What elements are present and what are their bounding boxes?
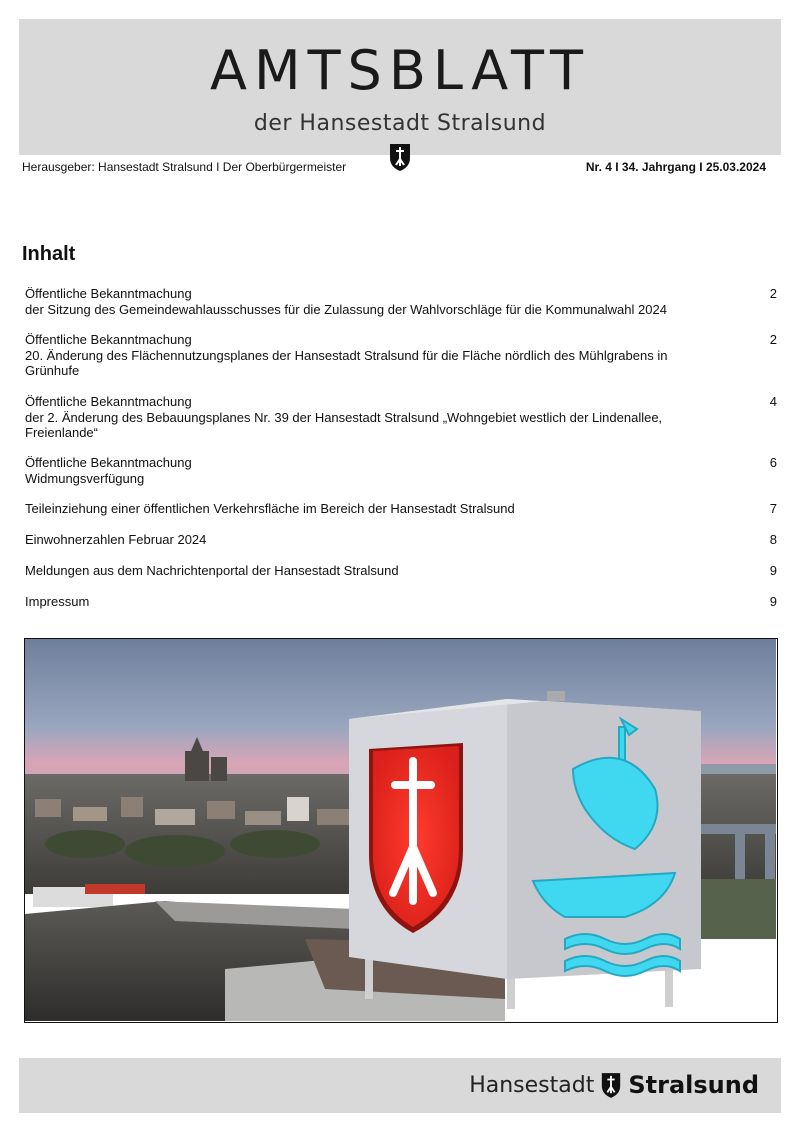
toc-entry-page: 2	[769, 286, 777, 301]
footer-brand	[469, 1070, 759, 1100]
city-shield-icon	[388, 142, 412, 172]
toc-entry-title: der 2. Änderung des Bebauungsplanes Nr. 39 der Hansestadt Stralsund „Wohngebiet westlich der Lindenallee, Freienlande“	[25, 409, 663, 440]
toc-entry-page: 2	[769, 332, 777, 347]
toc-entry-page: 4	[769, 394, 777, 409]
toc-entry[interactable]	[25, 594, 777, 610]
toc-entry-page: 7	[769, 501, 777, 516]
toc-entry-type: Öffentliche Bekanntmachung	[25, 455, 192, 470]
masthead-title: AMTSBLATT	[210, 39, 590, 102]
masthead	[19, 19, 781, 155]
masthead-subtitle: der Hansestadt Stralsund	[253, 111, 547, 136]
toc-entry-type: Öffentliche Bekanntmachung	[25, 332, 192, 347]
toc-entry[interactable]	[25, 455, 777, 486]
toc-entry[interactable]	[25, 532, 777, 548]
toc-entry[interactable]	[25, 332, 777, 379]
toc-heading: Inhalt	[22, 243, 76, 265]
toc-entry[interactable]	[25, 501, 777, 517]
toc-entry-title: 20. Änderung des Flächennutzungsplanes der Hansestadt Stralsund für die Fläche nördlich des Mühlgrabens in Grünhufe	[25, 347, 668, 378]
footer-brand-bold: Stralsund	[628, 1071, 759, 1099]
toc-entry-title: Teileinziehung einer öffentlichen Verkehrsfläche im Bereich der Hansestadt Stralsund	[25, 501, 515, 516]
issue-line: Nr. 4 I 34. Jahrgang I 25.03.2024	[585, 160, 766, 174]
toc-entry-title: Widmungsverfügung	[25, 470, 145, 486]
footer-band	[19, 1058, 781, 1113]
toc-entry-type: Öffentliche Bekanntmachung	[25, 286, 192, 301]
toc-entry[interactable]	[25, 394, 777, 441]
cover-photo	[24, 638, 778, 1023]
toc-entry-title: Meldungen aus dem Nachrichtenportal der Hansestadt Stralsund	[25, 563, 399, 578]
toc-entry-page: 6	[769, 455, 777, 470]
cover-photo-illustration	[25, 639, 776, 1021]
toc-entry-title: Impressum	[25, 594, 90, 609]
toc-entry-type: Öffentliche Bekanntmachung	[25, 394, 192, 409]
footer-brand-light: Hansestadt	[469, 1072, 595, 1098]
toc-entry-title: der Sitzung des Gemeindewahlausschusses für die Zulassung der Wahlvorschläge für die Kommunalwahl 2024	[25, 301, 667, 317]
toc-entry-page: 9	[769, 594, 777, 609]
toc-entry[interactable]	[25, 563, 777, 579]
toc-entry-page: 8	[769, 532, 777, 547]
city-shield-icon	[600, 1071, 622, 1099]
toc-entry-page: 9	[769, 563, 777, 578]
publisher-line: Herausgeber: Hansestadt Stralsund I Der Oberbürgermeister	[22, 160, 347, 174]
toc-entry-title: Einwohnerzahlen Februar 2024	[25, 532, 207, 547]
toc-entry[interactable]	[25, 286, 777, 317]
